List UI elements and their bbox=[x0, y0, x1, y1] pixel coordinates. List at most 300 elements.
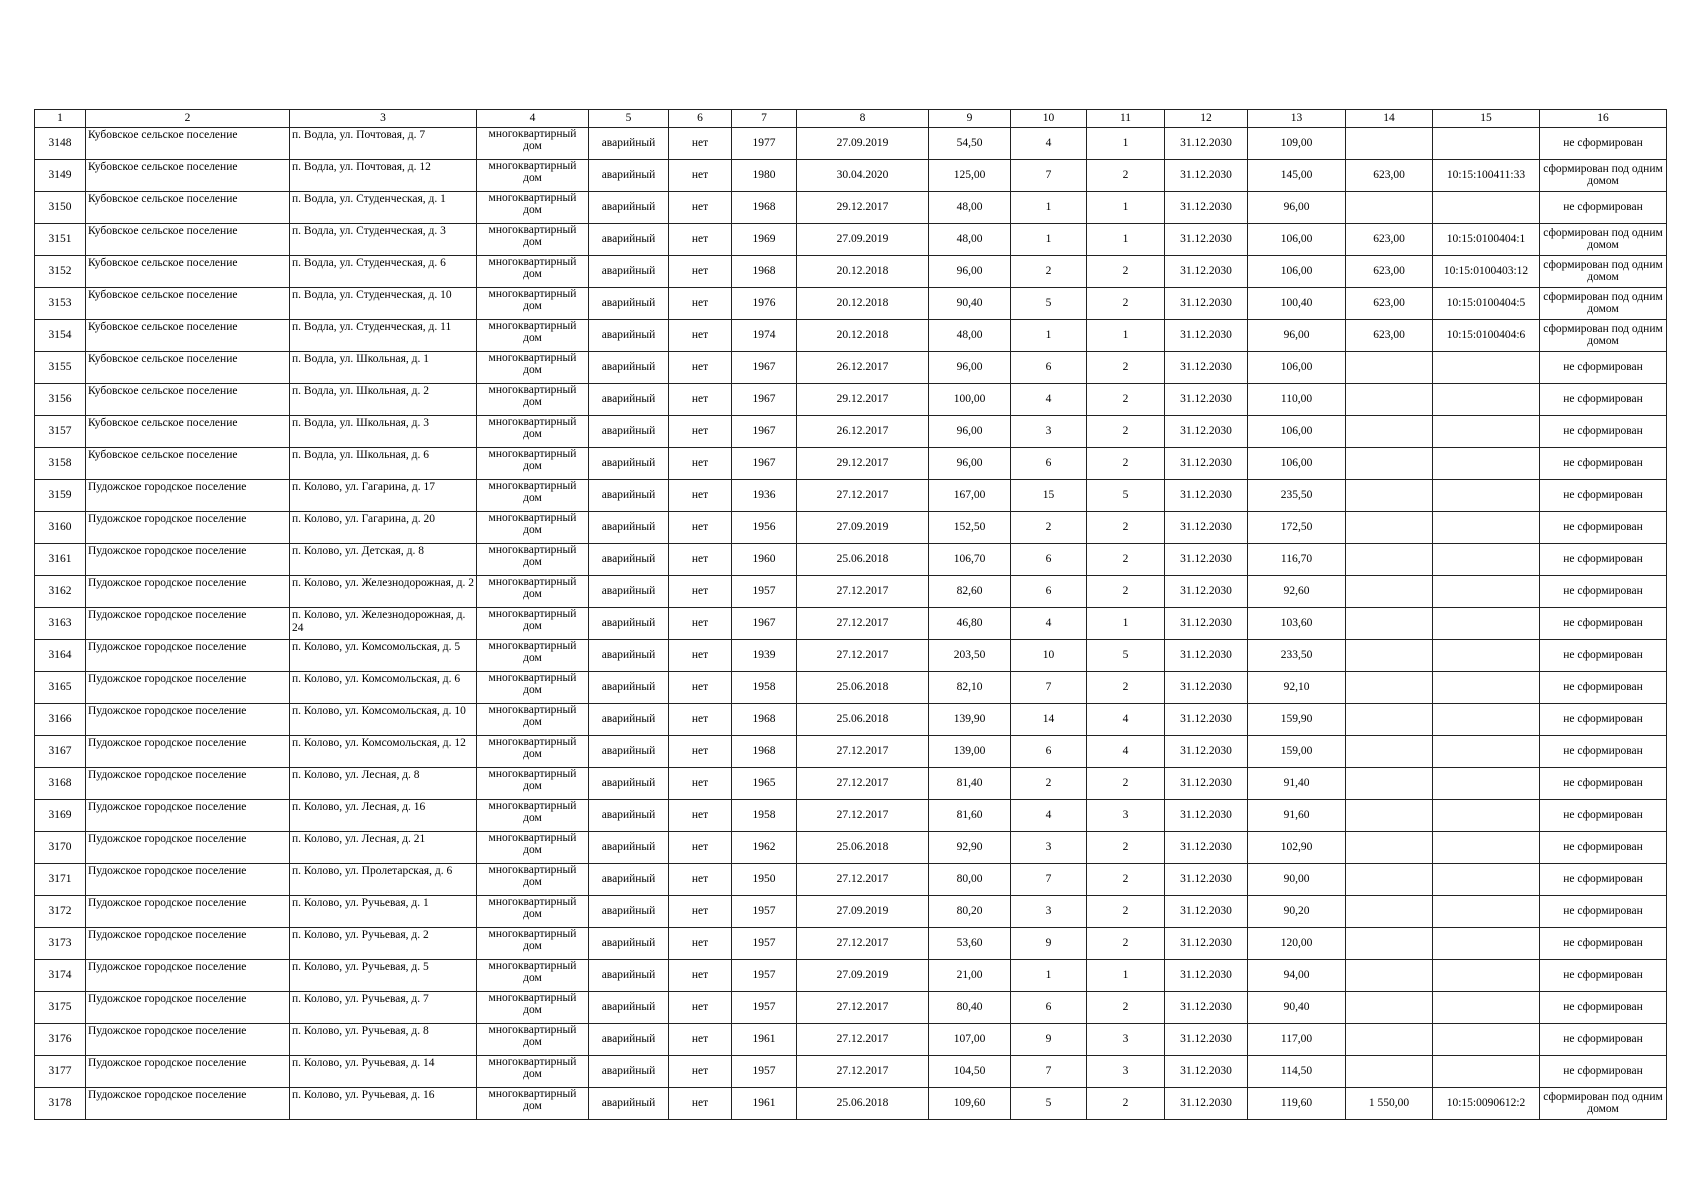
cell-settlement: Кубовское сельское поселение bbox=[86, 448, 290, 480]
column-header-1: 1 bbox=[35, 110, 86, 128]
cell-land-status: не сформирован bbox=[1540, 448, 1667, 480]
cell-planned-date: 31.12.2030 bbox=[1165, 608, 1248, 640]
table-row bbox=[35, 288, 1667, 320]
cell-residents: 6 bbox=[1011, 736, 1087, 768]
table-row bbox=[35, 480, 1667, 512]
cell-land-status: не сформирован bbox=[1540, 480, 1667, 512]
cell-land-area bbox=[1346, 384, 1433, 416]
cell-residents: 14 bbox=[1011, 704, 1087, 736]
cell-condition: аварийный bbox=[589, 736, 669, 768]
cell-land-status: не сформирован bbox=[1540, 928, 1667, 960]
cell-area: 81,40 bbox=[929, 768, 1011, 800]
cell-land-area bbox=[1346, 576, 1433, 608]
cell-recognition-date: 27.12.2017 bbox=[797, 1056, 929, 1088]
cell-apartments: 2 bbox=[1087, 672, 1165, 704]
table-row bbox=[35, 1024, 1667, 1056]
cell-recognition-date: 30.04.2020 bbox=[797, 160, 929, 192]
cell-building-type: многоквартирный дом bbox=[477, 864, 589, 896]
cell-building-type: многоквартирный дом bbox=[477, 672, 589, 704]
cell-settlement: Пудожское городское поселение bbox=[86, 896, 290, 928]
cell-settlement: Кубовское сельское поселение bbox=[86, 160, 290, 192]
cell-recognition-date: 27.09.2019 bbox=[797, 896, 929, 928]
cell-cadastral-number: 10:15:0100403:12 bbox=[1433, 256, 1540, 288]
cell-condition: аварийный bbox=[589, 576, 669, 608]
cell-planned-date: 31.12.2030 bbox=[1165, 224, 1248, 256]
cell-cadastral-number bbox=[1433, 608, 1540, 640]
cell-cadastral-number bbox=[1433, 576, 1540, 608]
cell-planned-date: 31.12.2030 bbox=[1165, 640, 1248, 672]
cell-planned-date: 31.12.2030 bbox=[1165, 160, 1248, 192]
cell-building-type: многоквартирный дом bbox=[477, 544, 589, 576]
cell-address: п. Водла, ул. Студенческая, д. 11 bbox=[290, 320, 477, 352]
cell-condition: аварийный bbox=[589, 512, 669, 544]
cell-land-area bbox=[1346, 992, 1433, 1024]
cell-total-area: 100,40 bbox=[1248, 288, 1346, 320]
cell-settlement: Кубовское сельское поселение bbox=[86, 288, 290, 320]
column-header-11: 11 bbox=[1087, 110, 1165, 128]
cell-recognition-date: 25.06.2018 bbox=[797, 544, 929, 576]
cell-resettled: нет bbox=[669, 1056, 732, 1088]
cell-resettled: нет bbox=[669, 960, 732, 992]
cell-residents: 7 bbox=[1011, 160, 1087, 192]
cell-apartments: 2 bbox=[1087, 448, 1165, 480]
cell-planned-date: 31.12.2030 bbox=[1165, 736, 1248, 768]
cell-cadastral-number bbox=[1433, 832, 1540, 864]
cell-building-type: многоквартирный дом bbox=[477, 480, 589, 512]
cell-cadastral-number bbox=[1433, 384, 1540, 416]
cell-total-area: 94,00 bbox=[1248, 960, 1346, 992]
column-header-16: 16 bbox=[1540, 110, 1667, 128]
cell-total-area: 92,60 bbox=[1248, 576, 1346, 608]
cell-apartments: 2 bbox=[1087, 928, 1165, 960]
cell-resettled: нет bbox=[669, 1024, 732, 1056]
cell-area: 54,50 bbox=[929, 128, 1011, 160]
cell-cadastral-number bbox=[1433, 544, 1540, 576]
cell-land-status: сформирован под одним домом bbox=[1540, 224, 1667, 256]
cell-condition: аварийный bbox=[589, 800, 669, 832]
cell-residents: 2 bbox=[1011, 256, 1087, 288]
cell-year-built: 1961 bbox=[732, 1024, 797, 1056]
cell-building-type: многоквартирный дом bbox=[477, 288, 589, 320]
cell-settlement: Пудожское городское поселение bbox=[86, 640, 290, 672]
cell-total-area: 235,50 bbox=[1248, 480, 1346, 512]
cell-land-area bbox=[1346, 416, 1433, 448]
cell-land-area: 623,00 bbox=[1346, 160, 1433, 192]
table-row bbox=[35, 928, 1667, 960]
cell-condition: аварийный bbox=[589, 928, 669, 960]
cell-building-type: многоквартирный дом bbox=[477, 1056, 589, 1088]
cell-cadastral-number bbox=[1433, 960, 1540, 992]
cell-resettled: нет bbox=[669, 160, 732, 192]
cell-row-number: 3167 bbox=[35, 736, 86, 768]
cell-residents: 9 bbox=[1011, 1024, 1087, 1056]
cell-apartments: 1 bbox=[1087, 320, 1165, 352]
table-row bbox=[35, 416, 1667, 448]
cell-condition: аварийный bbox=[589, 640, 669, 672]
column-number-row bbox=[35, 110, 1667, 128]
cell-row-number: 3174 bbox=[35, 960, 86, 992]
cell-apartments: 2 bbox=[1087, 864, 1165, 896]
cell-land-status: сформирован под одним домом bbox=[1540, 320, 1667, 352]
cell-total-area: 106,00 bbox=[1248, 448, 1346, 480]
cell-planned-date: 31.12.2030 bbox=[1165, 192, 1248, 224]
cell-resettled: нет bbox=[669, 992, 732, 1024]
cell-cadastral-number bbox=[1433, 896, 1540, 928]
cell-year-built: 1957 bbox=[732, 992, 797, 1024]
cell-land-status: не сформирован bbox=[1540, 704, 1667, 736]
cell-apartments: 1 bbox=[1087, 608, 1165, 640]
cell-row-number: 3170 bbox=[35, 832, 86, 864]
table-row bbox=[35, 768, 1667, 800]
cell-area: 139,00 bbox=[929, 736, 1011, 768]
cell-address: п. Колово, ул. Пролетарская, д. 6 bbox=[290, 864, 477, 896]
cell-building-type: многоквартирный дом bbox=[477, 448, 589, 480]
cell-settlement: Пудожское городское поселение bbox=[86, 832, 290, 864]
cell-settlement: Пудожское городское поселение bbox=[86, 672, 290, 704]
cell-condition: аварийный bbox=[589, 1056, 669, 1088]
cell-settlement: Кубовское сельское поселение bbox=[86, 192, 290, 224]
cell-row-number: 3177 bbox=[35, 1056, 86, 1088]
cell-planned-date: 31.12.2030 bbox=[1165, 960, 1248, 992]
cell-year-built: 1957 bbox=[732, 576, 797, 608]
cell-area: 96,00 bbox=[929, 352, 1011, 384]
column-header-8: 8 bbox=[797, 110, 929, 128]
cell-residents: 3 bbox=[1011, 896, 1087, 928]
cell-recognition-date: 27.12.2017 bbox=[797, 864, 929, 896]
cell-area: 100,00 bbox=[929, 384, 1011, 416]
column-header-14: 14 bbox=[1346, 110, 1433, 128]
cell-year-built: 1977 bbox=[732, 128, 797, 160]
cell-address: п. Колово, ул. Гагарина, д. 20 bbox=[290, 512, 477, 544]
cell-area: 82,10 bbox=[929, 672, 1011, 704]
cell-recognition-date: 25.06.2018 bbox=[797, 1088, 929, 1120]
table-row bbox=[35, 384, 1667, 416]
cell-land-area bbox=[1346, 768, 1433, 800]
cell-address: п. Водла, ул. Школьная, д. 2 bbox=[290, 384, 477, 416]
cell-settlement: Пудожское городское поселение bbox=[86, 1088, 290, 1120]
cell-cadastral-number bbox=[1433, 640, 1540, 672]
cell-address: п. Колово, ул. Лесная, д. 16 bbox=[290, 800, 477, 832]
cell-land-area bbox=[1346, 672, 1433, 704]
cell-row-number: 3165 bbox=[35, 672, 86, 704]
cell-settlement: Пудожское городское поселение bbox=[86, 576, 290, 608]
cell-cadastral-number bbox=[1433, 448, 1540, 480]
cell-resettled: нет bbox=[669, 256, 732, 288]
cell-planned-date: 31.12.2030 bbox=[1165, 512, 1248, 544]
cell-planned-date: 31.12.2030 bbox=[1165, 544, 1248, 576]
cell-address: п. Колово, ул. Лесная, д. 21 bbox=[290, 832, 477, 864]
cell-residents: 6 bbox=[1011, 992, 1087, 1024]
cell-resettled: нет bbox=[669, 576, 732, 608]
cell-land-area bbox=[1346, 128, 1433, 160]
cell-residents: 1 bbox=[1011, 960, 1087, 992]
cell-land-area: 1 550,00 bbox=[1346, 1088, 1433, 1120]
cell-resettled: нет bbox=[669, 512, 732, 544]
table-row bbox=[35, 672, 1667, 704]
cell-resettled: нет bbox=[669, 416, 732, 448]
cell-land-status: не сформирован bbox=[1540, 960, 1667, 992]
cell-total-area: 106,00 bbox=[1248, 256, 1346, 288]
cell-residents: 4 bbox=[1011, 384, 1087, 416]
column-header-13: 13 bbox=[1248, 110, 1346, 128]
cell-recognition-date: 27.12.2017 bbox=[797, 480, 929, 512]
cell-cadastral-number bbox=[1433, 800, 1540, 832]
cell-land-area bbox=[1346, 448, 1433, 480]
cell-resettled: нет bbox=[669, 640, 732, 672]
cell-cadastral-number bbox=[1433, 704, 1540, 736]
cell-address: п. Водла, ул. Студенческая, д. 1 bbox=[290, 192, 477, 224]
cell-row-number: 3157 bbox=[35, 416, 86, 448]
cell-land-status: не сформирован bbox=[1540, 544, 1667, 576]
cell-planned-date: 31.12.2030 bbox=[1165, 896, 1248, 928]
cell-land-status: сформирован под одним домом bbox=[1540, 288, 1667, 320]
cell-resettled: нет bbox=[669, 352, 732, 384]
cell-land-status: не сформирован bbox=[1540, 416, 1667, 448]
cell-year-built: 1967 bbox=[732, 384, 797, 416]
cell-year-built: 1958 bbox=[732, 672, 797, 704]
cell-year-built: 1967 bbox=[732, 416, 797, 448]
cell-condition: аварийный bbox=[589, 992, 669, 1024]
cell-land-status: не сформирован bbox=[1540, 768, 1667, 800]
cell-total-area: 117,00 bbox=[1248, 1024, 1346, 1056]
cell-row-number: 3155 bbox=[35, 352, 86, 384]
cell-address: п. Колово, ул. Ручьевая, д. 1 bbox=[290, 896, 477, 928]
cell-residents: 9 bbox=[1011, 928, 1087, 960]
cell-apartments: 2 bbox=[1087, 512, 1165, 544]
cell-apartments: 1 bbox=[1087, 960, 1165, 992]
cell-year-built: 1974 bbox=[732, 320, 797, 352]
table-row bbox=[35, 864, 1667, 896]
cell-land-area bbox=[1346, 608, 1433, 640]
cell-cadastral-number bbox=[1433, 416, 1540, 448]
cell-total-area: 106,00 bbox=[1248, 352, 1346, 384]
cell-land-status: не сформирован bbox=[1540, 864, 1667, 896]
cell-row-number: 3156 bbox=[35, 384, 86, 416]
cell-row-number: 3161 bbox=[35, 544, 86, 576]
cell-land-status: не сформирован bbox=[1540, 896, 1667, 928]
cell-area: 48,00 bbox=[929, 224, 1011, 256]
cell-building-type: многоквартирный дом bbox=[477, 384, 589, 416]
cell-residents: 6 bbox=[1011, 448, 1087, 480]
cell-recognition-date: 29.12.2017 bbox=[797, 448, 929, 480]
cell-cadastral-number: 10:15:0100404:6 bbox=[1433, 320, 1540, 352]
cell-land-area bbox=[1346, 832, 1433, 864]
cell-recognition-date: 27.12.2017 bbox=[797, 640, 929, 672]
cell-area: 80,00 bbox=[929, 864, 1011, 896]
cell-row-number: 3150 bbox=[35, 192, 86, 224]
cell-planned-date: 31.12.2030 bbox=[1165, 992, 1248, 1024]
cell-condition: аварийный bbox=[589, 352, 669, 384]
cell-condition: аварийный bbox=[589, 1024, 669, 1056]
cell-recognition-date: 27.09.2019 bbox=[797, 224, 929, 256]
cell-planned-date: 31.12.2030 bbox=[1165, 928, 1248, 960]
cell-year-built: 1939 bbox=[732, 640, 797, 672]
cell-year-built: 1950 bbox=[732, 864, 797, 896]
cell-residents: 15 bbox=[1011, 480, 1087, 512]
cell-planned-date: 31.12.2030 bbox=[1165, 320, 1248, 352]
cell-land-status: не сформирован bbox=[1540, 1056, 1667, 1088]
cell-planned-date: 31.12.2030 bbox=[1165, 384, 1248, 416]
cell-address: п. Колово, ул. Комсомольская, д. 10 bbox=[290, 704, 477, 736]
cell-address: п. Колово, ул. Ручьевая, д. 2 bbox=[290, 928, 477, 960]
column-header-3: 3 bbox=[290, 110, 477, 128]
cell-resettled: нет bbox=[669, 128, 732, 160]
cell-address: п. Колово, ул. Комсомольская, д. 5 bbox=[290, 640, 477, 672]
cell-planned-date: 31.12.2030 bbox=[1165, 576, 1248, 608]
cell-land-area bbox=[1346, 864, 1433, 896]
cell-building-type: многоквартирный дом bbox=[477, 704, 589, 736]
cell-address: п. Колово, ул. Ручьевая, д. 7 bbox=[290, 992, 477, 1024]
cell-building-type: многоквартирный дом bbox=[477, 640, 589, 672]
cell-building-type: многоквартирный дом bbox=[477, 128, 589, 160]
cell-year-built: 1936 bbox=[732, 480, 797, 512]
cell-total-area: 91,40 bbox=[1248, 768, 1346, 800]
cell-residents: 7 bbox=[1011, 864, 1087, 896]
cell-row-number: 3169 bbox=[35, 800, 86, 832]
cell-settlement: Пудожское городское поселение bbox=[86, 928, 290, 960]
cell-row-number: 3149 bbox=[35, 160, 86, 192]
cell-year-built: 1967 bbox=[732, 448, 797, 480]
cell-cadastral-number bbox=[1433, 512, 1540, 544]
cell-condition: аварийный bbox=[589, 672, 669, 704]
cell-planned-date: 31.12.2030 bbox=[1165, 672, 1248, 704]
cell-building-type: многоквартирный дом bbox=[477, 928, 589, 960]
cell-cadastral-number bbox=[1433, 992, 1540, 1024]
cell-total-area: 90,40 bbox=[1248, 992, 1346, 1024]
cell-recognition-date: 20.12.2018 bbox=[797, 256, 929, 288]
table-row bbox=[35, 128, 1667, 160]
cell-total-area: 90,20 bbox=[1248, 896, 1346, 928]
cell-land-area bbox=[1346, 800, 1433, 832]
cell-land-status: не сформирован bbox=[1540, 640, 1667, 672]
cell-land-status: не сформирован bbox=[1540, 608, 1667, 640]
cell-row-number: 3151 bbox=[35, 224, 86, 256]
cell-year-built: 1957 bbox=[732, 1056, 797, 1088]
cell-residents: 6 bbox=[1011, 576, 1087, 608]
cell-condition: аварийный bbox=[589, 384, 669, 416]
cell-condition: аварийный bbox=[589, 320, 669, 352]
cell-land-area bbox=[1346, 736, 1433, 768]
cell-recognition-date: 29.12.2017 bbox=[797, 192, 929, 224]
cell-apartments: 4 bbox=[1087, 736, 1165, 768]
cell-building-type: многоквартирный дом bbox=[477, 416, 589, 448]
cell-residents: 4 bbox=[1011, 608, 1087, 640]
cell-settlement: Кубовское сельское поселение bbox=[86, 352, 290, 384]
cell-residents: 1 bbox=[1011, 320, 1087, 352]
cell-settlement: Кубовское сельское поселение bbox=[86, 128, 290, 160]
cell-year-built: 1968 bbox=[732, 736, 797, 768]
cell-address: п. Водла, ул. Студенческая, д. 10 bbox=[290, 288, 477, 320]
cell-settlement: Пудожское городское поселение bbox=[86, 608, 290, 640]
table-row bbox=[35, 512, 1667, 544]
cell-land-area bbox=[1346, 1056, 1433, 1088]
cell-land-area bbox=[1346, 480, 1433, 512]
cell-resettled: нет bbox=[669, 320, 732, 352]
cell-building-type: многоквартирный дом bbox=[477, 992, 589, 1024]
cell-land-status: сформирован под одним домом bbox=[1540, 256, 1667, 288]
column-header-12: 12 bbox=[1165, 110, 1248, 128]
column-header-9: 9 bbox=[929, 110, 1011, 128]
cell-total-area: 145,00 bbox=[1248, 160, 1346, 192]
cell-residents: 1 bbox=[1011, 192, 1087, 224]
cell-total-area: 102,90 bbox=[1248, 832, 1346, 864]
cell-land-status: не сформирован bbox=[1540, 352, 1667, 384]
cell-building-type: многоквартирный дом bbox=[477, 768, 589, 800]
cell-recognition-date: 27.12.2017 bbox=[797, 800, 929, 832]
cell-land-area bbox=[1346, 352, 1433, 384]
cell-apartments: 1 bbox=[1087, 224, 1165, 256]
cell-apartments: 3 bbox=[1087, 800, 1165, 832]
cell-resettled: нет bbox=[669, 896, 732, 928]
cell-row-number: 3164 bbox=[35, 640, 86, 672]
cell-year-built: 1969 bbox=[732, 224, 797, 256]
cell-residents: 2 bbox=[1011, 768, 1087, 800]
cell-land-area: 623,00 bbox=[1346, 320, 1433, 352]
cell-recognition-date: 27.12.2017 bbox=[797, 608, 929, 640]
cell-address: п. Водла, ул. Школьная, д. 3 bbox=[290, 416, 477, 448]
cell-resettled: нет bbox=[669, 224, 732, 256]
cell-building-type: многоквартирный дом bbox=[477, 320, 589, 352]
cell-year-built: 1968 bbox=[732, 256, 797, 288]
cell-area: 96,00 bbox=[929, 256, 1011, 288]
table-row bbox=[35, 832, 1667, 864]
cell-building-type: многоквартирный дом bbox=[477, 832, 589, 864]
cell-resettled: нет bbox=[669, 832, 732, 864]
cell-settlement: Пудожское городское поселение bbox=[86, 1024, 290, 1056]
cell-row-number: 3175 bbox=[35, 992, 86, 1024]
cell-condition: аварийный bbox=[589, 256, 669, 288]
cell-area: 80,40 bbox=[929, 992, 1011, 1024]
cell-apartments: 2 bbox=[1087, 768, 1165, 800]
cell-total-area: 109,00 bbox=[1248, 128, 1346, 160]
table-row bbox=[35, 1056, 1667, 1088]
cell-apartments: 2 bbox=[1087, 992, 1165, 1024]
cell-resettled: нет bbox=[669, 480, 732, 512]
cell-address: п. Колово, ул. Железнодорожная, д. 24 bbox=[290, 608, 477, 640]
cell-residents: 1 bbox=[1011, 224, 1087, 256]
table-row bbox=[35, 1088, 1667, 1120]
column-header-2: 2 bbox=[86, 110, 290, 128]
cell-year-built: 1957 bbox=[732, 928, 797, 960]
cell-land-area: 623,00 bbox=[1346, 256, 1433, 288]
cell-planned-date: 31.12.2030 bbox=[1165, 1056, 1248, 1088]
cell-apartments: 2 bbox=[1087, 352, 1165, 384]
cell-cadastral-number bbox=[1433, 672, 1540, 704]
cell-land-status: сформирован под одним домом bbox=[1540, 160, 1667, 192]
cell-recognition-date: 27.09.2019 bbox=[797, 512, 929, 544]
table-row bbox=[35, 448, 1667, 480]
cell-condition: аварийный bbox=[589, 192, 669, 224]
cell-resettled: нет bbox=[669, 288, 732, 320]
cell-resettled: нет bbox=[669, 672, 732, 704]
table-row bbox=[35, 896, 1667, 928]
cell-land-status: не сформирован bbox=[1540, 672, 1667, 704]
cell-condition: аварийный bbox=[589, 128, 669, 160]
cell-area: 90,40 bbox=[929, 288, 1011, 320]
cell-land-status: не сформирован bbox=[1540, 576, 1667, 608]
cell-area: 152,50 bbox=[929, 512, 1011, 544]
cell-recognition-date: 25.06.2018 bbox=[797, 704, 929, 736]
cell-settlement: Кубовское сельское поселение bbox=[86, 416, 290, 448]
cell-resettled: нет bbox=[669, 736, 732, 768]
cell-condition: аварийный bbox=[589, 608, 669, 640]
cell-condition: аварийный bbox=[589, 1088, 669, 1120]
cell-row-number: 3171 bbox=[35, 864, 86, 896]
cell-land-area bbox=[1346, 704, 1433, 736]
cell-planned-date: 31.12.2030 bbox=[1165, 1088, 1248, 1120]
cell-cadastral-number bbox=[1433, 864, 1540, 896]
cell-land-area bbox=[1346, 192, 1433, 224]
